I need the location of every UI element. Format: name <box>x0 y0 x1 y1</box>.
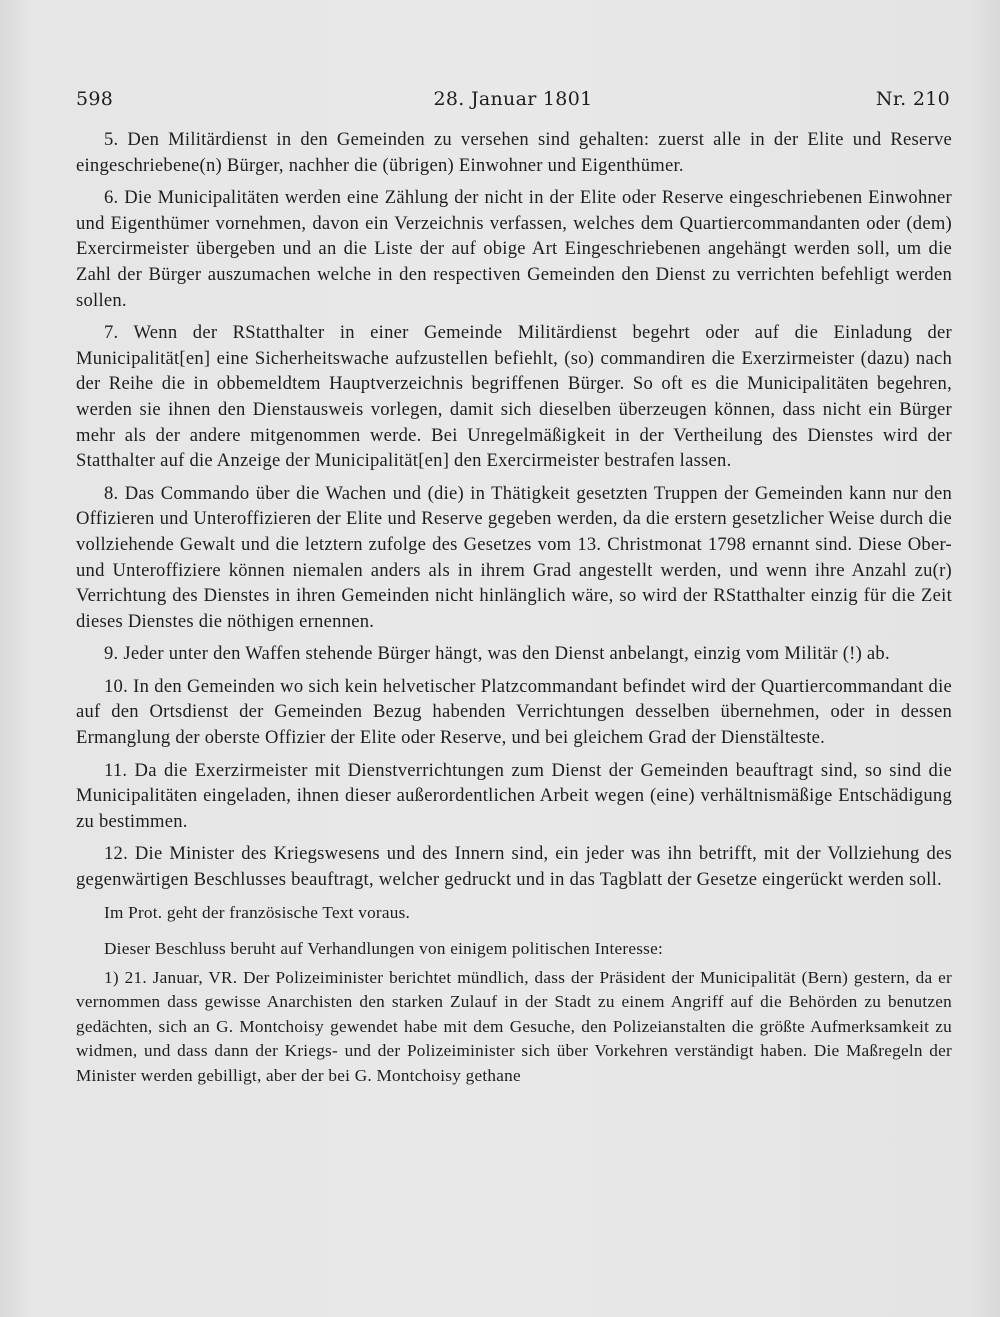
protocol-note: Im Prot. geht der französische Text voraus. <box>104 902 411 922</box>
page-body <box>76 127 952 1095</box>
footnote-paragraph: 1) 21. Januar, VR. Der Polizeiminister berichtet mündlich, dass der Präsident der Municipalität (Bern) gestern, da er vernommen dass gewisse Anarchisten den starken Zulauf in der Stadt zu einem Angriff auf die Behörden zu benutzen gedächten, sich an G. Montchoisy gewendet habe mit dem Gesuche, den Polizeianstalten die größte Aufmerksamkeit zu widmen, und dass dann der Kriegs- und der Polizeiminister sich über Vorkehren verständigt haben. Die Maßregeln der Minister werden gebilligt, aber der bei G. Montchoisy gethane <box>76 967 952 1085</box>
page-header <box>76 88 950 116</box>
intro-text: Dieser Beschluss beruht auf Verhandlungen von einigem politischen Interesse: <box>104 939 663 959</box>
paragraph-11: 11. Da die Exerzirmeister mit Dienstverrichtungen zum Dienst der Gemeinden beauftragt sind, so sind die Municipalitäten eingeladen, ihnen dieser außerordentlichen Arbeit wegen (eine) verhältnismäßige Entschädigung zu bestimmen. <box>76 759 952 832</box>
paragraph-8: 8. Das Commando über die Wachen und (die) in Thätigkeit gesetzten Truppen der Gemeinden kann nur den Offizieren und Unteroffizieren der Elite und Reserve gegeben werden, da die erstern gesetzlicher Weise durch die vollziehende Gewalt und die letztern zufolge des Gesetzes vom 13. Christmonat 1798 ernannt sind. Diese Ober- und Unteroffiziere können niemalen anders als in ihrem Grad angestellt werden, und wenn ihre Anzahl zu(r) Verrichtung des Dienstes in ihren Gemeinden nicht hinlänglich wäre, so wird der RStatthalter einzig für die Zeit dieses Dienstes die nöthigen ernennen. <box>76 482 952 632</box>
page-number: 598 <box>76 88 114 110</box>
paragraph-5: 5. Den Militärdienst in den Gemeinden zu versehen sind gehalten: zuerst alle in der Elite und Reserve eingeschriebene(n) Bürger, nachher die (übrigen) Einwohner und Eigenthümer. <box>76 129 952 176</box>
paragraph-12: 12. Die Minister des Kriegswesens und des Innern sind, ein jeder was ihn betrifft, mit der Vollziehung des gegenwärtigen Beschlusses beauftragt, welcher gedruckt und in das Tagblatt der Gesetze eingerückt werden soll. <box>76 843 952 891</box>
paragraph-9: 9. Jeder unter den Waffen stehende Bürger hängt, was den Dienst anbelangt, einzig vom Militär (!) ab. <box>104 643 890 665</box>
paragraph-10: 10. In den Gemeinden wo sich kein helvetischer Platzcommandant befindet wird der Quartiercommandant die auf den Ortsdienst der Gemeinden Bezug habenden Verrichtungen desselben übernehmen, oder in dessen Ermanglung der oberste Offizier der Elite oder Reserve, und bei gleichem Grad der Dienstälteste. <box>76 675 952 749</box>
document-number: Nr. 210 <box>875 88 950 110</box>
paragraph-7: 7. Wenn der RStatthalter in einer Gemeinde Militärdienst begehrt oder auf die Einladung der Municipalität[en] eine Sicherheitswache aufzustellen befiehlt, (so) commandiren die Exerzirmeister (dazu) nach der Reihe die in obbemeldtem Hauptverzeichnis begriffenen Bürger. So oft es die Municipalitäten begehren, werden sie ihnen den Dienstausweis vorlegen, damit sich dieselben überzeugen können, dass nicht ein Bürger mehr als der andere mitgenommen werde. Bei Unregelmäßigkeit in der Vertheilung des Dienstes wird der Statthalter auf die Anzeige der Municipalität[en] den Exercirmeister bestrafen lassen. <box>76 322 952 472</box>
header-date: 28. Januar 1801 <box>433 88 593 110</box>
paragraph-6: 6. Die Municipalitäten werden eine Zählung der nicht in der Elite oder Reserve eingeschriebenen Einwohner und Eigenthümer vornehmen, davon ein Verzeichnis verfassen, welches dem Quartiercommandanten oder (dem) Exercirmeister übergeben und an die Liste der auf obige Art Eingeschriebenen angehängt werden soll, um die Zahl der Bürger auszumachen welche in den respectiven Gemeinden den Dienst zu verrichten befehligt werden sollen. <box>76 187 952 311</box>
